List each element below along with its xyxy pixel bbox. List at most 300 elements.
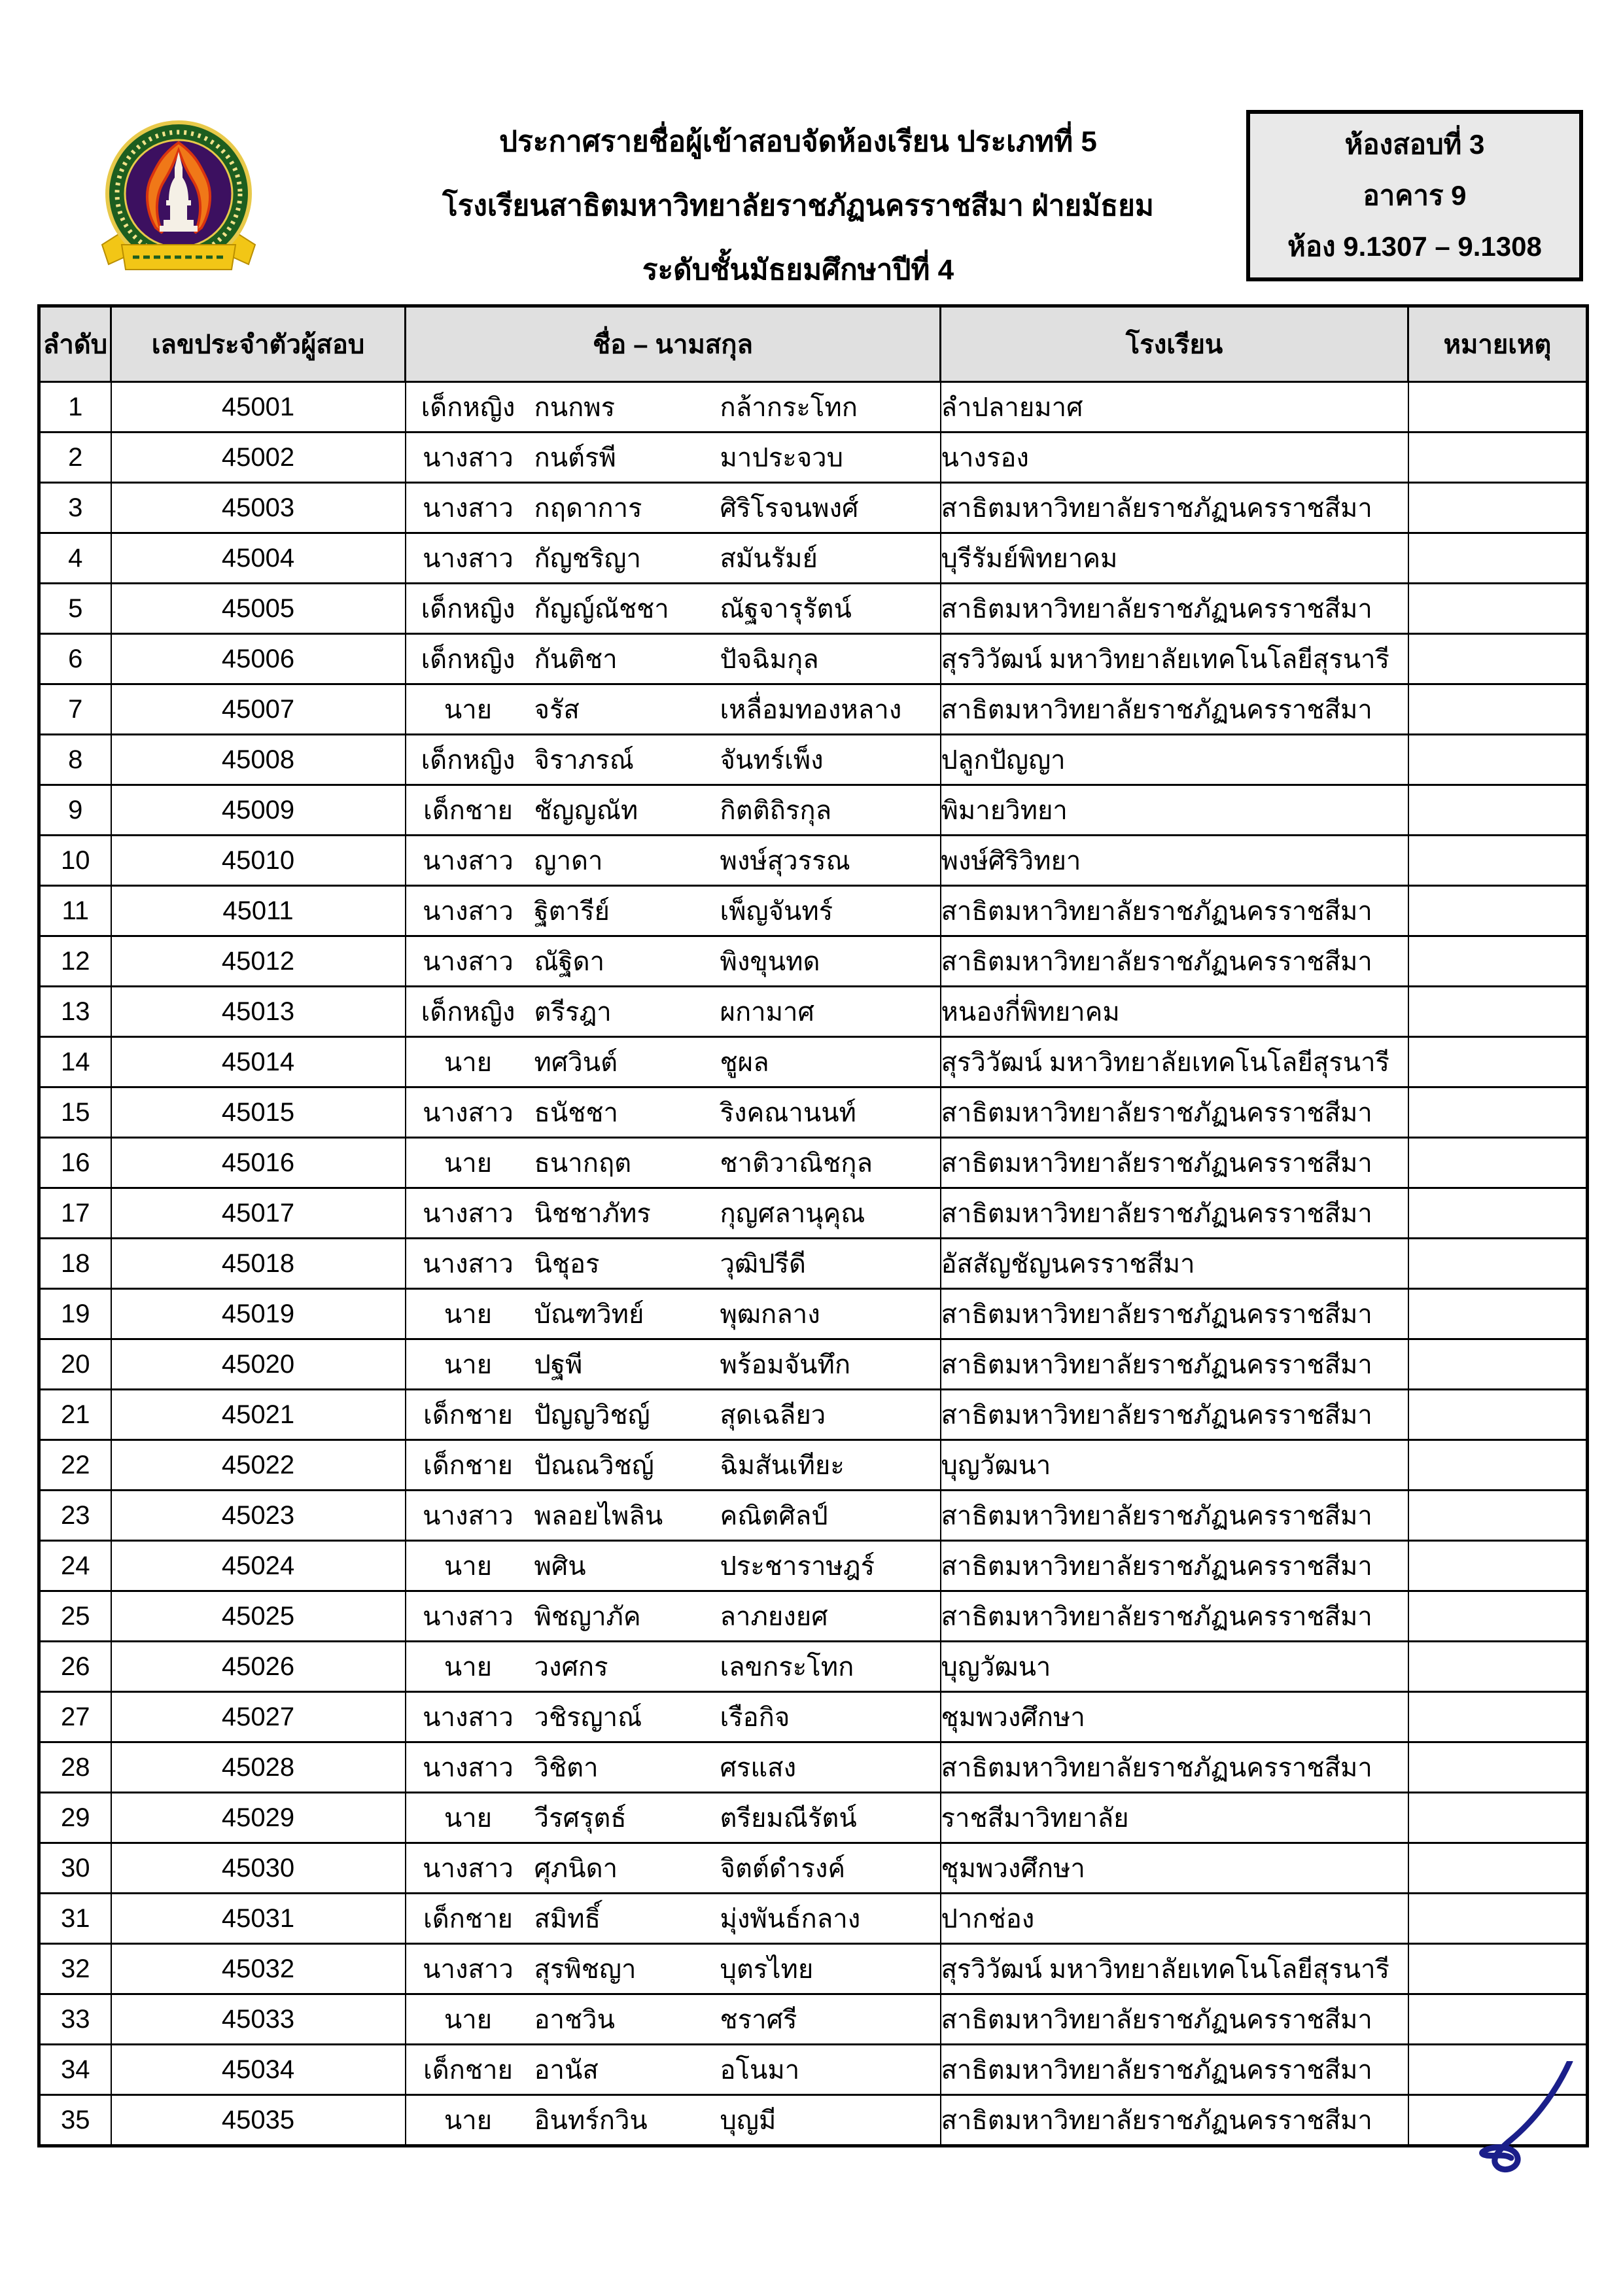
row-order-number: 7: [39, 684, 111, 735]
row-school: หนองกี่พิทยาคม: [941, 987, 1408, 1037]
table-row: [39, 533, 1588, 584]
col-header-exam-id: เลขประจำตัวผู้สอบ: [111, 306, 406, 382]
row-name-cell: [406, 1339, 941, 1390]
row-name-title: นางสาว: [423, 544, 514, 573]
row-name-title: นาย: [444, 1351, 493, 1379]
row-remark: [1408, 1894, 1588, 1944]
row-first-name: อานัส: [534, 2056, 599, 2085]
row-first-name: จิราภรณ์: [534, 746, 634, 775]
row-exam-id: 45035: [111, 2095, 406, 2146]
row-last-name: ผกามาศ: [720, 998, 814, 1027]
row-last-name: ลาภยงยศ: [720, 1602, 828, 1631]
row-name-cell: [406, 1894, 941, 1944]
row-name-title: เด็กชาย: [423, 2056, 513, 2085]
table-row: [39, 1994, 1588, 2045]
table-row: [39, 1390, 1588, 1440]
row-first-name: วีรศรุตธ์: [534, 1804, 627, 1833]
row-name-cell: [406, 433, 941, 483]
row-school: ลำปลายมาศ: [941, 382, 1408, 433]
row-school: สาธิตมหาวิทยาลัยราชภัฏนครราชสีมา: [941, 684, 1408, 735]
examinee-roster-table: [37, 304, 1589, 2147]
row-school: สุรวิวัฒน์ มหาวิทยาลัยเทคโนโลยีสุรนารี: [941, 1037, 1408, 1087]
row-name-title: เด็กหญิง: [421, 645, 515, 674]
row-first-name: ญาดา: [534, 847, 603, 875]
row-last-name: ศรแสง: [720, 1754, 797, 1782]
row-school: บุญวัฒนา: [941, 1440, 1408, 1491]
row-first-name: กนต์รพี: [534, 444, 616, 472]
row-order-number: 5: [39, 584, 111, 634]
row-name-cell: [406, 1692, 941, 1742]
row-order-number: 10: [39, 836, 111, 886]
row-exam-id: 45008: [111, 735, 406, 785]
row-order-number: 15: [39, 1087, 111, 1138]
row-name-cell: [406, 1440, 941, 1491]
row-last-name: ณัฐจารุรัตน์: [720, 595, 852, 624]
row-name-title: นางสาว: [423, 1955, 514, 1984]
row-last-name: ชาติวาณิชกุล: [720, 1149, 873, 1178]
table-row: [39, 1541, 1588, 1591]
row-order-number: 4: [39, 533, 111, 584]
row-exam-id: 45001: [111, 382, 406, 433]
row-exam-id: 45021: [111, 1390, 406, 1440]
row-school: สาธิตมหาวิทยาลัยราชภัฏนครราชสีมา: [941, 2095, 1408, 2146]
row-first-name: พิชญาภัค: [534, 1602, 641, 1631]
row-name-cell: [406, 1793, 941, 1843]
row-order-number: 3: [39, 483, 111, 533]
row-school: ราชสีมาวิทยาลัย: [941, 1793, 1408, 1843]
row-remark: [1408, 684, 1588, 735]
row-exam-id: 45013: [111, 987, 406, 1037]
row-last-name: พงษ์สุวรรณ: [720, 847, 850, 875]
row-name-title: เด็กชาย: [423, 1451, 513, 1480]
row-name-title: นางสาว: [423, 1854, 514, 1883]
table-row: [39, 1138, 1588, 1188]
table-row: [39, 1843, 1588, 1894]
row-name-cell: [406, 1591, 941, 1642]
row-remark: [1408, 936, 1588, 987]
row-school: ปลูกปัญญา: [941, 735, 1408, 785]
row-exam-id: 45022: [111, 1440, 406, 1491]
table-row: [39, 785, 1588, 836]
row-first-name: ปัญญวิชญ์: [534, 1401, 650, 1430]
row-name-title: เด็กหญิง: [421, 746, 515, 775]
row-exam-id: 45029: [111, 1793, 406, 1843]
row-order-number: 1: [39, 382, 111, 433]
row-first-name: กันติชา: [534, 645, 618, 674]
title-line-1: ประกาศรายชื่อผู้เข้าสอบจัดห้องเรียน ประเภทที่ 5: [499, 126, 1097, 158]
row-order-number: 23: [39, 1491, 111, 1541]
row-last-name: ชราศรี: [720, 2005, 797, 2034]
row-exam-id: 45033: [111, 1994, 406, 2045]
row-name-cell: [406, 483, 941, 533]
table-row: [39, 1793, 1588, 1843]
row-school: นางรอง: [941, 433, 1408, 483]
row-exam-id: 45007: [111, 684, 406, 735]
row-last-name: บุญมี: [720, 2106, 777, 2135]
row-first-name: ศุภนิดา: [534, 1854, 618, 1883]
row-remark: [1408, 1994, 1588, 2045]
row-name-cell: [406, 987, 941, 1037]
row-exam-id: 45030: [111, 1843, 406, 1894]
row-first-name: กนกพร: [534, 393, 616, 422]
row-remark: [1408, 785, 1588, 836]
row-name-cell: [406, 2095, 941, 2146]
row-name-cell: [406, 1138, 941, 1188]
row-last-name: ชูผล: [720, 1048, 769, 1077]
row-order-number: 24: [39, 1541, 111, 1591]
row-remark: [1408, 1843, 1588, 1894]
exam-rooms-range: ห้อง 9.1307 – 9.1308: [1287, 231, 1542, 262]
row-name-title: นาย: [444, 1300, 493, 1329]
row-school: สาธิตมหาวิทยาลัยราชภัฏนครราชสีมา: [941, 1994, 1408, 2045]
row-exam-id: 45026: [111, 1642, 406, 1692]
table-row: [39, 735, 1588, 785]
row-last-name: สมันรัมย์: [720, 544, 818, 573]
row-school: บุรีรัมย์พิทยาคม: [941, 533, 1408, 584]
document-header: [0, 0, 1623, 304]
row-exam-id: 45018: [111, 1239, 406, 1289]
row-first-name: พศิน: [534, 1552, 586, 1581]
row-school: สาธิตมหาวิทยาลัยราชภัฏนครราชสีมา: [941, 483, 1408, 533]
row-name-cell: [406, 1944, 941, 1994]
row-remark: [1408, 1188, 1588, 1239]
row-school: ปากช่อง: [941, 1894, 1408, 1944]
row-name-title: นางสาว: [423, 1099, 514, 1127]
table-row: [39, 433, 1588, 483]
col-header-remark: หมายเหตุ: [1408, 306, 1588, 382]
row-first-name: ธนัชชา: [534, 1099, 619, 1127]
row-exam-id: 45016: [111, 1138, 406, 1188]
row-order-number: 16: [39, 1138, 111, 1188]
row-first-name: วชิรญาณ์: [534, 1703, 642, 1732]
row-first-name: พลอยไพลิน: [534, 1502, 663, 1530]
row-order-number: 34: [39, 2045, 111, 2095]
row-last-name: เลขกระโทก: [720, 1653, 854, 1682]
row-name-cell: [406, 1087, 941, 1138]
table-row: [39, 1944, 1588, 1994]
row-first-name: บัณฑวิทย์: [534, 1300, 644, 1329]
row-order-number: 12: [39, 936, 111, 987]
row-name-cell: [406, 584, 941, 634]
row-first-name: นิชุอร: [534, 1250, 600, 1279]
row-name-title: นางสาว: [423, 1703, 514, 1732]
row-remark: [1408, 382, 1588, 433]
university-seal-logo: [97, 116, 260, 280]
row-name-cell: [406, 1491, 941, 1541]
row-exam-id: 45004: [111, 533, 406, 584]
row-name-title: นาย: [444, 1804, 493, 1833]
row-order-number: 18: [39, 1239, 111, 1289]
row-first-name: สมิทธิ์: [534, 1905, 601, 1934]
row-name-cell: [406, 1239, 941, 1289]
row-order-number: 33: [39, 1994, 111, 2045]
row-order-number: 13: [39, 987, 111, 1037]
row-remark: [1408, 1541, 1588, 1591]
row-name-cell: [406, 2045, 941, 2095]
table-row: [39, 1188, 1588, 1239]
row-exam-id: 45027: [111, 1692, 406, 1742]
row-order-number: 8: [39, 735, 111, 785]
row-school: สาธิตมหาวิทยาลัยราชภัฏนครราชสีมา: [941, 1339, 1408, 1390]
row-name-cell: [406, 1994, 941, 2045]
row-last-name: บุตรไทย: [720, 1955, 814, 1984]
row-name-cell: [406, 382, 941, 433]
row-remark: [1408, 1793, 1588, 1843]
table-row: [39, 1894, 1588, 1944]
row-order-number: 19: [39, 1289, 111, 1339]
row-school: สาธิตมหาวิทยาลัยราชภัฏนครราชสีมา: [941, 1591, 1408, 1642]
row-name-title: เด็กชาย: [423, 1401, 513, 1430]
row-exam-id: 45032: [111, 1944, 406, 1994]
row-exam-id: 45015: [111, 1087, 406, 1138]
row-remark: [1408, 533, 1588, 584]
row-exam-id: 45012: [111, 936, 406, 987]
row-remark: [1408, 2095, 1588, 2146]
row-name-title: นาย: [444, 1653, 493, 1682]
col-header-order: ลำดับ: [39, 306, 111, 382]
row-order-number: 22: [39, 1440, 111, 1491]
row-first-name: ธนากฤต: [534, 1149, 632, 1178]
row-school: สาธิตมหาวิทยาลัยราชภัฏนครราชสีมา: [941, 886, 1408, 936]
row-name-title: เด็กหญิง: [421, 393, 515, 422]
row-order-number: 35: [39, 2095, 111, 2146]
row-last-name: มุ่งพันธ์กลาง: [720, 1905, 861, 1934]
row-remark: [1408, 584, 1588, 634]
row-name-title: นาย: [444, 1149, 493, 1178]
row-first-name: ชัญญณัท: [534, 796, 638, 825]
row-remark: [1408, 1390, 1588, 1440]
row-school: สาธิตมหาวิทยาลัยราชภัฏนครราชสีมา: [941, 1491, 1408, 1541]
row-name-title: นางสาว: [423, 847, 514, 875]
table-row: [39, 1339, 1588, 1390]
row-name-cell: [406, 836, 941, 886]
row-exam-id: 45010: [111, 836, 406, 886]
row-exam-id: 45019: [111, 1289, 406, 1339]
row-last-name: คณิตศิลป์: [720, 1502, 828, 1530]
row-last-name: ฉิมสันเทียะ: [720, 1451, 845, 1480]
row-last-name: อโนมา: [720, 2056, 800, 2085]
row-school: สาธิตมหาวิทยาลัยราชภัฏนครราชสีมา: [941, 1390, 1408, 1440]
row-remark: [1408, 2045, 1588, 2095]
row-remark: [1408, 483, 1588, 533]
row-name-title: นาย: [444, 2106, 493, 2135]
row-name-title: นางสาว: [423, 947, 514, 976]
table-row: [39, 836, 1588, 886]
row-name-title: เด็กหญิง: [421, 595, 515, 624]
row-exam-id: 45017: [111, 1188, 406, 1239]
row-remark: [1408, 1642, 1588, 1692]
row-school: สาธิตมหาวิทยาลัยราชภัฏนครราชสีมา: [941, 2045, 1408, 2095]
row-order-number: 26: [39, 1642, 111, 1692]
row-remark: [1408, 1138, 1588, 1188]
row-exam-id: 45011: [111, 886, 406, 936]
table-header-row: [39, 306, 1588, 382]
row-order-number: 29: [39, 1793, 111, 1843]
row-order-number: 11: [39, 886, 111, 936]
row-name-cell: [406, 1289, 941, 1339]
row-order-number: 6: [39, 634, 111, 684]
table-row: [39, 886, 1588, 936]
row-name-title: นางสาว: [423, 1502, 514, 1530]
col-header-school: โรงเรียน: [941, 306, 1408, 382]
row-school: บุญวัฒนา: [941, 1642, 1408, 1692]
row-exam-id: 45020: [111, 1339, 406, 1390]
row-remark: [1408, 836, 1588, 886]
row-remark: [1408, 433, 1588, 483]
exam-room-number: ห้องสอบที่ 3: [1344, 129, 1485, 160]
row-last-name: จิตต์ดำรงค์: [720, 1854, 846, 1883]
row-school: สาธิตมหาวิทยาลัยราชภัฏนครราชสีมา: [941, 1138, 1408, 1188]
row-first-name: กัญญ์ณัชชา: [534, 595, 669, 624]
row-name-title: นางสาว: [423, 897, 514, 926]
row-name-cell: [406, 886, 941, 936]
table-row: [39, 1440, 1588, 1491]
row-school: สาธิตมหาวิทยาลัยราชภัฏนครราชสีมา: [941, 1087, 1408, 1138]
title-block: [366, 128, 1230, 285]
row-last-name: กล้ากระโทก: [720, 393, 858, 422]
row-name-cell: [406, 735, 941, 785]
row-name-cell: [406, 1188, 941, 1239]
row-last-name: กุญศลานุคุณ: [720, 1199, 865, 1228]
row-remark: [1408, 886, 1588, 936]
row-name-cell: [406, 1843, 941, 1894]
row-school: สาธิตมหาวิทยาลัยราชภัฏนครราชสีมา: [941, 584, 1408, 634]
row-name-cell: [406, 1541, 941, 1591]
row-school: อัสสัญชัญนครราชสีมา: [941, 1239, 1408, 1289]
row-school: พงษ์ศิริวิทยา: [941, 836, 1408, 886]
table-row: [39, 584, 1588, 634]
row-name-title: นางสาว: [423, 1754, 514, 1782]
row-school: สาธิตมหาวิทยาลัยราชภัฏนครราชสีมา: [941, 1742, 1408, 1793]
row-first-name: อินทร์กวิน: [534, 2106, 648, 2135]
row-name-title: นาย: [444, 1552, 493, 1581]
row-name-cell: [406, 684, 941, 735]
row-school: พิมายวิทยา: [941, 785, 1408, 836]
row-first-name: วงศกร: [534, 1653, 608, 1682]
col-header-name: ชื่อ – นามสกุล: [406, 306, 941, 382]
row-remark: [1408, 987, 1588, 1037]
row-last-name: เพ็ญจันทร์: [720, 897, 833, 926]
row-name-cell: [406, 533, 941, 584]
row-last-name: ริงคณานนท์: [720, 1099, 856, 1127]
table-row: [39, 684, 1588, 735]
row-exam-id: 45006: [111, 634, 406, 684]
table-row: [39, 1087, 1588, 1138]
row-order-number: 2: [39, 433, 111, 483]
table-row: [39, 483, 1588, 533]
row-order-number: 17: [39, 1188, 111, 1239]
table-row: [39, 1591, 1588, 1642]
row-remark: [1408, 1289, 1588, 1339]
row-exam-id: 45024: [111, 1541, 406, 1591]
row-remark: [1408, 1440, 1588, 1491]
row-school: ชุมพวงศึกษา: [941, 1843, 1408, 1894]
row-remark: [1408, 1692, 1588, 1742]
row-name-title: นางสาว: [423, 494, 514, 523]
row-exam-id: 45025: [111, 1591, 406, 1642]
row-name-cell: [406, 634, 941, 684]
row-order-number: 25: [39, 1591, 111, 1642]
row-remark: [1408, 1087, 1588, 1138]
row-name-cell: [406, 1037, 941, 1087]
row-remark: [1408, 1239, 1588, 1289]
row-name-cell: [406, 1642, 941, 1692]
row-remark: [1408, 1037, 1588, 1087]
row-last-name: มาประจวบ: [720, 444, 843, 472]
title-line-3: ระดับชั้นมัธยมศึกษาปีที่ 4: [642, 254, 954, 286]
row-first-name: ฐิตารีย์: [534, 897, 610, 926]
row-last-name: ตรียมณีรัตน์: [720, 1804, 857, 1833]
table-row: [39, 2045, 1588, 2095]
row-school: ชุมพวงศึกษา: [941, 1692, 1408, 1742]
row-remark: [1408, 1491, 1588, 1541]
table-row: [39, 1289, 1588, 1339]
row-exam-id: 45034: [111, 2045, 406, 2095]
row-first-name: ปฐพี: [534, 1351, 583, 1379]
row-name-title: นาย: [444, 2005, 493, 2034]
row-name-title: นางสาว: [423, 444, 514, 472]
row-exam-id: 45003: [111, 483, 406, 533]
table-row: [39, 936, 1588, 987]
row-name-cell: [406, 1742, 941, 1793]
table-row: [39, 1239, 1588, 1289]
row-exam-id: 45005: [111, 584, 406, 634]
row-order-number: 27: [39, 1692, 111, 1742]
row-order-number: 30: [39, 1843, 111, 1894]
row-last-name: เหลื่อมทองหลาง: [720, 696, 902, 724]
row-name-title: เด็กหญิง: [421, 998, 515, 1027]
table-row: [39, 1037, 1588, 1087]
table-row: [39, 634, 1588, 684]
row-name-cell: [406, 1390, 941, 1440]
row-first-name: อาชวิน: [534, 2005, 615, 2034]
row-name-title: นาย: [444, 696, 493, 724]
row-school: สุรวิวัฒน์ มหาวิทยาลัยเทคโนโลยีสุรนารี: [941, 634, 1408, 684]
table-row: [39, 2095, 1588, 2146]
row-exam-id: 45031: [111, 1894, 406, 1944]
row-first-name: ตรีรฎา: [534, 998, 612, 1027]
row-name-cell: [406, 785, 941, 836]
row-first-name: ณัฐิดา: [534, 947, 605, 976]
row-name-cell: [406, 936, 941, 987]
row-exam-id: 45023: [111, 1491, 406, 1541]
row-first-name: ปัณณวิชญ์: [534, 1451, 654, 1480]
row-first-name: จรัส: [534, 696, 580, 724]
row-order-number: 14: [39, 1037, 111, 1087]
row-order-number: 21: [39, 1390, 111, 1440]
row-last-name: พุฒกลาง: [720, 1300, 820, 1329]
row-remark: [1408, 735, 1588, 785]
row-order-number: 9: [39, 785, 111, 836]
exam-building: อาคาร 9: [1363, 180, 1467, 211]
row-last-name: ประชาราษฎร์: [720, 1552, 875, 1581]
row-last-name: ศิริโรจนพงศ์: [720, 494, 859, 523]
row-name-title: เด็กชาย: [423, 1905, 513, 1934]
row-first-name: ทศวินต์: [534, 1048, 618, 1077]
row-first-name: กัญชริญา: [534, 544, 641, 573]
row-exam-id: 45002: [111, 433, 406, 483]
row-name-title: นาย: [444, 1048, 493, 1077]
row-last-name: พร้อมจันทึก: [720, 1351, 851, 1379]
row-name-title: เด็กชาย: [423, 796, 513, 825]
row-school: สุรวิวัฒน์ มหาวิทยาลัยเทคโนโลยีสุรนารี: [941, 1944, 1408, 1994]
row-school: สาธิตมหาวิทยาลัยราชภัฏนครราชสีมา: [941, 1541, 1408, 1591]
row-school: สาธิตมหาวิทยาลัยราชภัฏนครราชสีมา: [941, 1289, 1408, 1339]
row-remark: [1408, 1742, 1588, 1793]
row-last-name: จันทร์เพ็ง: [720, 746, 824, 775]
row-last-name: กิตติถิรกุล: [720, 796, 832, 825]
row-last-name: เรือกิจ: [720, 1703, 790, 1732]
